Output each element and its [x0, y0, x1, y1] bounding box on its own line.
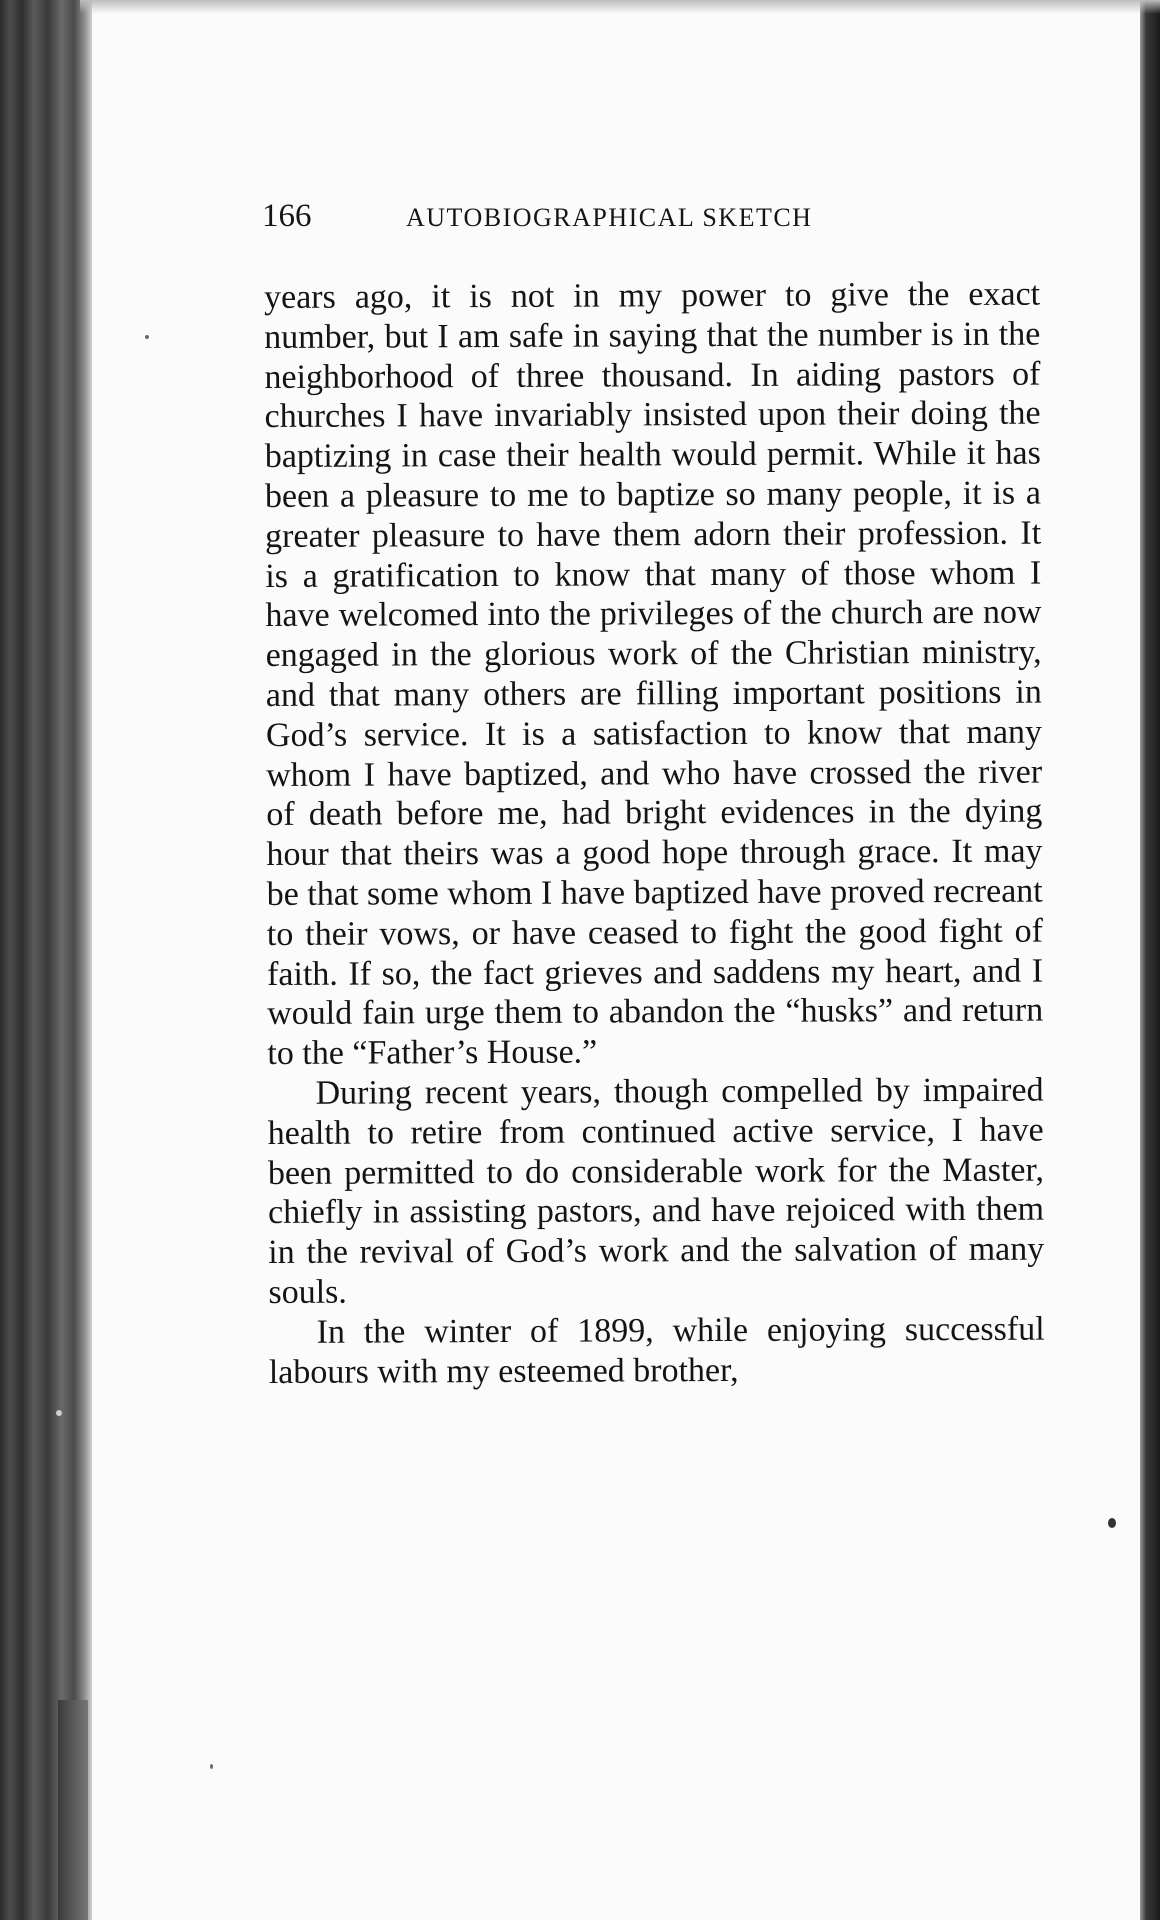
page-top-shadow: [80, 0, 1160, 14]
body-text: [264, 275, 1045, 1393]
scan-speck: [1108, 1518, 1116, 1528]
scan-speck: [145, 335, 149, 339]
running-head: AUTOBIOGRAPHICAL SKETCH: [406, 203, 813, 232]
page-right-edge: [1140, 0, 1160, 1920]
book-gutter: [0, 0, 92, 1920]
scan-speck: [210, 1764, 213, 1769]
page-number: 166: [262, 198, 312, 234]
paragraph-2: During recent years, though compelled by impaired health to retire from continued active service, I have been permitted to do considerable work for the Master, chiefly in assisting pastors, and have rejoiced with them in the revival of God’s work and the salvation of many souls.: [267, 1071, 1045, 1311]
paragraph-3: In the winter of 1899, while enjoying successful labours with my esteemed brother,: [268, 1310, 1045, 1391]
page-header: [262, 198, 1092, 235]
paragraph-1: years ago, it is not in my power to give the exact number, but I am safe in saying that the number is in the neighborhood of three thousand. In aiding pastors of churches I have invariably insisted upon their doing the baptizing in case their health would permit. While it has been a pleasure to me to baptize so many people, it is a greater pleasure to have them adorn their profession. It is a gratification to know that many of those whom I have welcomed into the privileges of the church are now engaged in the glorious work of the Christian ministry, and that many others are filling important positions in God’s service. It is a satisfaction to know that many whom I have baptized, and who have crossed the river of death before me, had bright evidences in the dying hour that theirs was a good hope through grace. It may be that some whom I have baptized have proved recreant to their vows, or have ceased to fight the good fight of faith. If so, the fact grieves and saddens my heart, and I would fain urge them to abandon the “husks” and return to the “Father’s House.”: [264, 275, 1044, 1073]
scan-speck: [56, 1410, 62, 1416]
